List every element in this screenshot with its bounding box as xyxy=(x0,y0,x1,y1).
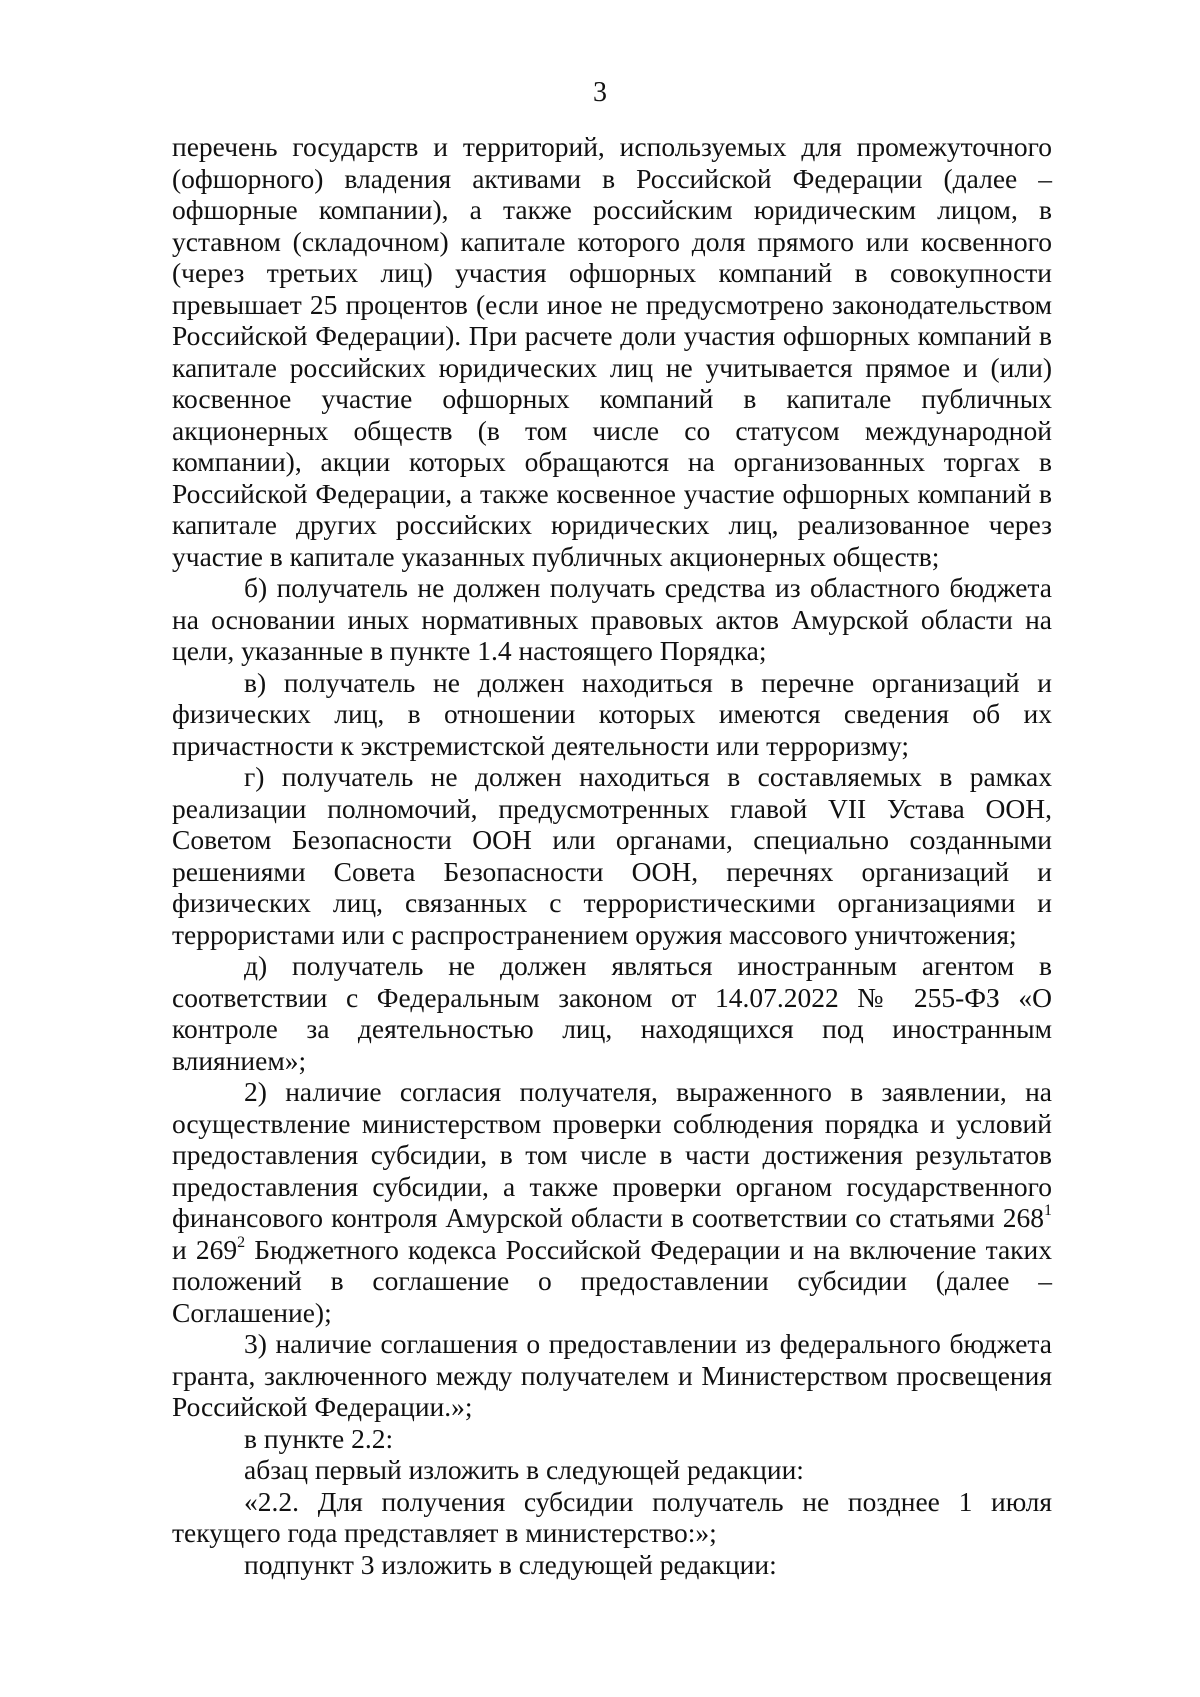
paragraph-subpoint-3: подпункт 3 изложить в следующей редакции: xyxy=(244,1548,777,1580)
paragraph-item-b: б) получатель не должен получать средства из областного бюджета на основании иных нормативных правовых актов Амурской области на цели, указанные в пункте 1.4 настоящего Порядка; xyxy=(172,572,1052,666)
page-number: 3 xyxy=(593,77,607,108)
paragraph-item-2-text-middle: и 269 xyxy=(172,1233,238,1265)
paragraph-item-2-text-before: 2) наличие согласия получателя, выраженного в заявлении, на осуществление министерством проверки соблюдения порядка и условий предоставления субсидии, в том числе в части достижения результатов предоставления субсидии, а также проверки органом государственного финансового контроля Амурской области в соответствии со статьями 268 xyxy=(172,1076,1052,1233)
paragraph-item-3: 3) наличие соглашения о предоставлении из федерального бюджета гранта, заключенного между получателем и Министерством просвещения Российской Федерации.»; xyxy=(172,1328,1052,1422)
paragraph-item-2-text-after: Бюджетного кодекса Российской Федерации и на включение таких положений в соглашение о предоставлении субсидии (далее – Соглашение); xyxy=(172,1233,1053,1328)
paragraph-point-2-2: в пункте 2.2: xyxy=(244,1422,394,1454)
paragraph-new-2-2: «2.2. Для получения субсидии получатель не позднее 1 июля текущего года представляет в министерство:»; xyxy=(172,1485,1052,1548)
paragraph-item-v: в) получатель не должен находиться в перечне организаций и физических лиц, в отношении которых имеются сведения об их причастности к экстремистской деятельности или терроризму; xyxy=(172,666,1052,761)
paragraph-item-2 xyxy=(172,1076,1052,1328)
paragraph-item-d: д) получатель не должен являться иностранным агентом в соответствии с Федеральным законом от 14.07.2022 № 255-ФЗ «О контроле за деятельностью лиц, находящихся под иностранным влиянием»; xyxy=(172,950,1052,1076)
superscript-268: 1 xyxy=(1044,1202,1052,1219)
paragraph-first-abzac: абзац первый изложить в следующей редакции: xyxy=(244,1454,804,1485)
paragraph-offshore-continuation: перечень государств и территорий, используемых для промежуточного (офшорного) владения активами в Российской Федерации (далее – офшорные компании), а также российским юридическим лицом, в уставном (складочном) капитале которого доля прямого или косвенного (через третьих лиц) участия офшорных компаний в совокупности превышает 25 процентов (если иное не предусмотрено законодательством Российской Федерации). При расчете доли участия офшорных компаний в капитале российских юридических лиц не учитывается прямое и (или) косвенное участие офшорных компаний в капитале публичных акционерных обществ (в том числе со статусом международной компании), акции которых обращаются на организованных торгах в Российской Федерации, а также косвенное участие офшорных компаний в капитале других российских юридических лиц, реализованное через участие в капитале указанных публичных акционерных обществ; xyxy=(172,131,1052,572)
superscript-269: 2 xyxy=(237,1233,246,1251)
paragraph-item-g: г) получатель не должен находиться в составляемых в рамках реализации полномочий, предусмотренных главой VII Устава ООН, Советом Безопасности ООН или органами, специально созданными решениями Совета Безопасности ООН, перечнях организаций и физических лиц, связанных с террористическими организациями и террористами или с распространением оружия массового уничтожения; xyxy=(172,761,1052,950)
document-body xyxy=(172,131,1052,1580)
